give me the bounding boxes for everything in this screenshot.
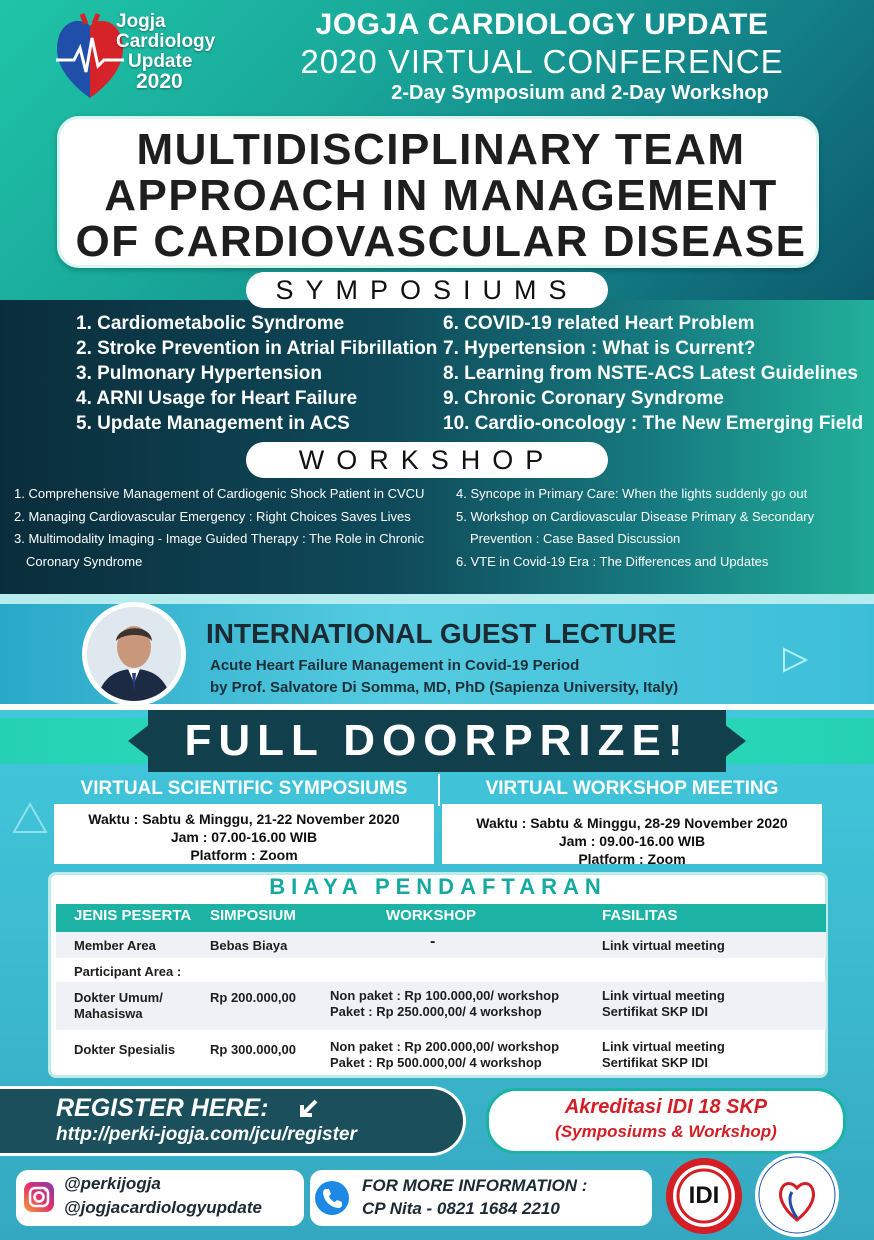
table-cell: Sertifikat SKP IDI <box>602 1055 708 1070</box>
table-cell: Dokter Spesialis <box>74 1042 176 1057</box>
fee-title: BIAYA PENDAFTARAN <box>269 874 607 899</box>
list-item: 1. Cardiometabolic Syndrome <box>76 313 345 334</box>
workshop-schedule-heading: VIRTUAL WORKSHOP MEETING <box>485 778 779 799</box>
list-item: 8. Learning from NSTE-ACS Latest Guidelines <box>443 363 858 384</box>
schedule-time: Jam : 07.00-16.00 WIB <box>170 829 318 845</box>
table-cell: Bebas Biaya <box>210 938 288 953</box>
register-title: REGISTER HERE: <box>56 1094 269 1122</box>
phone-icon <box>314 1180 350 1216</box>
table-cell: Member Area <box>74 938 156 953</box>
event-format: 2-Day Symposium and 2-Day Workshop <box>391 82 769 104</box>
logo-text: Update <box>128 51 193 72</box>
speaker-portrait-icon <box>87 607 181 701</box>
list-item: 10. Cardio-oncology : The New Emerging Field <box>443 413 864 434</box>
divider <box>438 774 440 806</box>
theme-line: MULTIDISCIPLINARY TEAM <box>136 125 746 174</box>
logo-text: Jogja <box>116 11 166 32</box>
doorprize-text: FULL DOORPRIZE! <box>184 716 690 765</box>
accreditation-text: Akreditasi IDI 18 SKP <box>564 1096 768 1118</box>
list-item: Prevention : Case Based Discussion <box>470 531 681 546</box>
instagram-icon <box>22 1180 56 1214</box>
arrow-down-left-icon <box>296 1097 320 1121</box>
table-cell: Rp 200.000,00 <box>210 990 297 1005</box>
column-header: JENIS PESERTA <box>74 907 192 924</box>
conference-title: JOGJA CARDIOLOGY UPDATE <box>315 8 769 41</box>
column-header: SIMPOSIUM <box>210 907 296 924</box>
column-header: WORKSHOP <box>386 907 476 924</box>
table-cell: Rp 300.000,00 <box>210 1042 297 1057</box>
guest-lecture-title: INTERNATIONAL GUEST LECTURE <box>206 618 677 649</box>
register-link[interactable]: http://perki-jogja.com/jcu/register <box>56 1124 357 1145</box>
schedule-date: Waktu : Sabtu & Minggu, 28-29 November 2020 <box>476 815 788 831</box>
list-item: Coronary Syndrome <box>26 553 143 569</box>
workshop-list-right <box>456 483 866 573</box>
speaker-photo <box>82 602 186 706</box>
list-item: 5. Update Management in ACS <box>76 413 350 434</box>
list-item: 4. ARNI Usage for Heart Failure <box>76 388 358 409</box>
lecture-speaker: by Prof. Salvatore Di Somma, MD, PhD (Sapienza University, Italy) <box>210 679 679 696</box>
instagram-handle[interactable]: @perkijogja <box>64 1174 161 1193</box>
workshop-schedule-box <box>442 804 822 867</box>
table-cell: - <box>430 933 436 950</box>
theme-line: OF CARDIOVASCULAR DISEASE <box>75 217 807 266</box>
list-item: 5. Workshop on Cardiovascular Disease Primary & Secondary <box>456 508 815 524</box>
logo-text: 2020 <box>136 70 183 93</box>
table-cell: Sertifikat SKP IDI <box>602 1004 708 1019</box>
table-cell: Participant Area : <box>74 964 182 979</box>
list-item: 6. COVID-19 related Heart Problem <box>443 313 755 334</box>
table-cell: Non paket : Rp 200.000,00/ workshop <box>330 1039 560 1054</box>
table-cell: Paket : Rp 500.000,00/ 4 workshop <box>330 1055 542 1070</box>
theme-line: APPROACH IN MANAGEMENT <box>104 171 778 220</box>
list-item: 1. Comprehensive Management of Cardiogenic Shock Patient in CVCU <box>14 486 425 501</box>
instagram-handle[interactable]: @jogjacardiologyupdate <box>64 1198 262 1217</box>
table-cell: Non paket : Rp 100.000,00/ workshop <box>330 988 560 1003</box>
table-cell: Dokter Umum/ <box>74 990 163 1005</box>
workshop-heading: WORKSHOP <box>246 442 608 478</box>
table-cell: Link virtual meeting <box>602 938 725 953</box>
conference-subtitle: 2020 VIRTUAL CONFERENCE <box>300 43 784 80</box>
info-label: FOR MORE INFORMATION : <box>362 1176 588 1195</box>
schedule-platform: Platform : Zoom <box>190 847 298 863</box>
symposiums-heading: SYMPOSIUMS <box>246 272 608 308</box>
list-item: 3. Pulmonary Hypertension <box>76 363 323 384</box>
list-item: 4. Syncope in Primary Care: When the lights suddenly go out <box>456 486 808 501</box>
table-cell: Mahasiswa <box>74 1006 143 1021</box>
list-item: 9. Chronic Coronary Syndrome <box>443 388 724 409</box>
idi-logo-text: IDI <box>688 1182 720 1209</box>
symposium-schedule-heading: VIRTUAL SCIENTIFIC SYMPOSIUMS <box>80 778 408 799</box>
lecture-topic: Acute Heart Failure Management in Covid-19 Period <box>210 657 580 674</box>
table-cell: Link virtual meeting <box>602 1039 725 1054</box>
contact-person[interactable]: CP Nita - 0821 1684 2210 <box>362 1199 560 1218</box>
schedule-platform: Platform : Zoom <box>578 851 686 867</box>
table-cell: Paket : Rp 250.000,00/ 4 workshop <box>330 1004 542 1019</box>
perki-logo-icon <box>752 1152 842 1238</box>
list-item: 2. Managing Cardiovascular Emergency : Right Choices Saves Lives <box>14 508 411 524</box>
list-item: 2. Stroke Prevention in Atrial Fibrillation <box>76 338 438 359</box>
triangle-icon <box>10 800 50 836</box>
table-cell: Link virtual meeting <box>602 988 725 1003</box>
symposium-list-right <box>443 311 863 436</box>
triangle-icon <box>780 645 810 675</box>
logo-text: Cardiology <box>116 31 216 52</box>
theme-box <box>57 116 819 268</box>
workshop-list-left <box>14 483 454 573</box>
symposium-list-left <box>76 311 437 436</box>
list-item: 7. Hypertension : What is Current? <box>443 338 756 359</box>
symposium-schedule-box <box>54 804 434 864</box>
schedule-time: Jam : 09.00-16.00 WIB <box>558 833 706 849</box>
accreditation-scope: (Symposiums & Workshop) <box>555 1122 777 1141</box>
column-header: FASILITAS <box>602 907 678 924</box>
list-item: 6. VTE in Covid-19 Era : The Differences and Updates <box>456 553 769 569</box>
list-item: 3. Multimodality Imaging - Image Guided Therapy : The Role in Chronic <box>14 531 424 546</box>
schedule-date: Waktu : Sabtu & Minggu, 21-22 November 2020 <box>88 811 400 827</box>
